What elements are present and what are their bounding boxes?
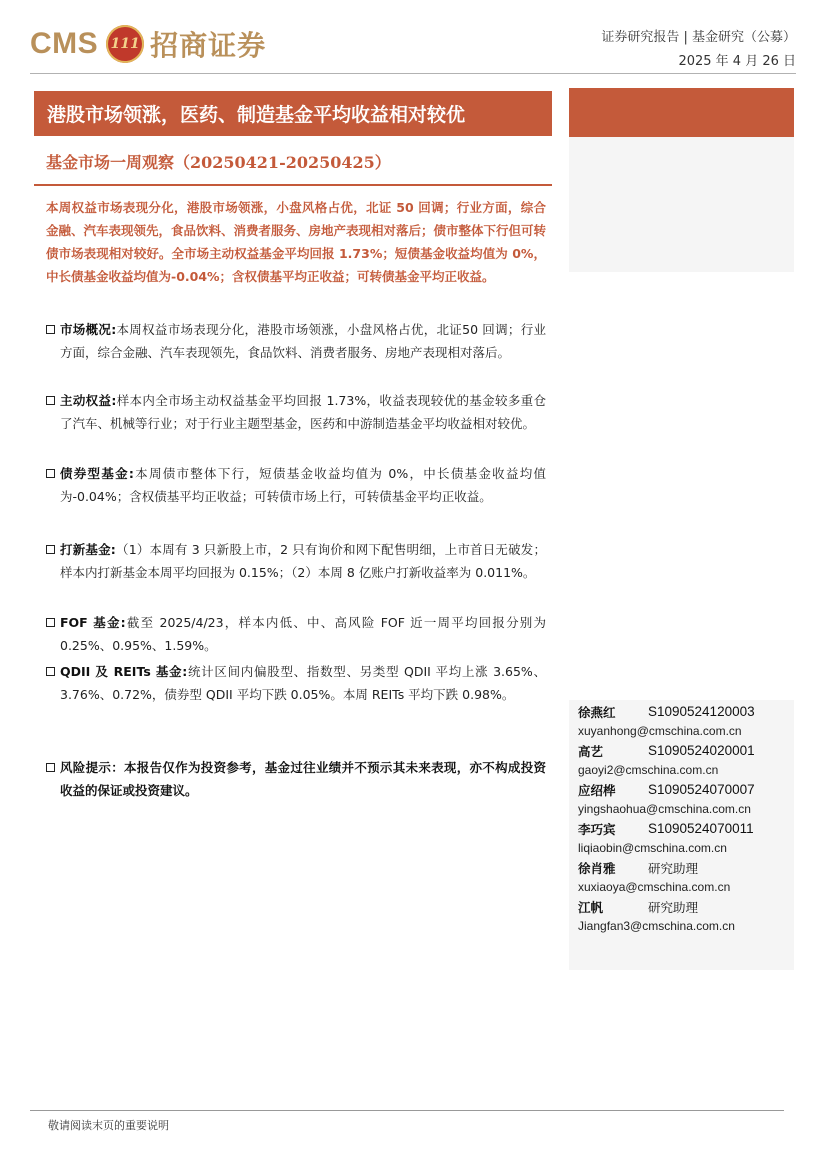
bullet-text: 统计区间内偏股型、指数型、另类型 QDII 平均上涨 3.65%、3.76%、0.72%，债券型 QDII 平均下跌 0.05%。本周 REITs 平均下跌 0.98%。 — [60, 664, 546, 702]
author-row — [578, 819, 788, 839]
bullet-text: 截至 2025/4/23，样本内低、中、高风险 FOF 近一周平均回报分别为 0.25%、0.95%、1.59%。 — [60, 615, 547, 653]
report-subtitle: 基金市场一周观察（20250421-20250425） — [46, 153, 391, 172]
author-email: gaoyi2@cmschina.com.cn — [578, 763, 719, 778]
footer-note: 敬请阅读末页的重要说明 — [48, 1119, 169, 1132]
footer-divider — [30, 1110, 784, 1111]
bullet-bond-funds — [46, 462, 546, 508]
author-email: xuxiaoya@cmschina.com.cn — [578, 880, 731, 895]
bullet-market-overview — [46, 318, 546, 364]
author-email: liqiaobin@cmschina.com.cn — [578, 841, 727, 856]
author-row — [578, 858, 788, 878]
subtitle-divider — [34, 184, 552, 186]
bullet-qdii-reits — [46, 660, 546, 706]
header-divider — [30, 73, 796, 74]
author-role: 研究助理 — [648, 899, 699, 915]
sidebar-accent-bar — [569, 88, 794, 137]
author-name: 徐肖雅 — [578, 860, 616, 876]
checkbox-bullet-icon — [46, 469, 55, 478]
summary-paragraph: 本周权益市场表现分化，港股市场领涨，小盘风格占优，北证 50 回调；行业方面，综合金融、汽车表现领先，食品饮料、消费者服务、房地产表现相对落后；债市整体下行但可转债市场表现相对较好。全市场主动权益基金平均回报 1.73%；短债基金收益均值为 0%，中长债基金收益均值为-0.04%；含权债基平均正收益；可转债基金平均正收益。 — [46, 200, 547, 284]
checkbox-bullet-icon — [46, 396, 55, 405]
logo-text: CMS — [30, 27, 99, 60]
author-id: S1090524070011 — [648, 821, 754, 837]
logo-badge-icon: 111 — [106, 25, 144, 63]
bullet-ipo-funds — [46, 538, 546, 584]
author-email: xuyanhong@cmschina.com.cn — [578, 724, 742, 739]
bullet-label: 主动权益: — [60, 393, 117, 408]
checkbox-bullet-icon — [46, 667, 55, 676]
bullet-text: 本周债市整体下行，短债基金收益均值为 0%，中长债基金收益均值为-0.04%；含权债基平均正收益；可转债市场上行，可转债基金平均正收益。 — [60, 466, 546, 504]
checkbox-bullet-icon — [46, 325, 55, 334]
author-row — [578, 897, 788, 917]
author-name: 徐燕红 — [578, 704, 616, 720]
author-row — [578, 741, 788, 761]
bullet-text: （1）本周有 3 只新股上市，2 只有询价和网下配售明细，上市首日无破发；样本内打新基金本周平均回报为 0.15%；（2）本周 8 亿账户打新收益率为 0.011%。 — [60, 542, 547, 580]
author-name: 高艺 — [578, 743, 604, 759]
bullet-label: QDII 及 REITs 基金: — [60, 664, 188, 679]
bullet-label: 打新基金: — [60, 542, 116, 557]
author-row — [578, 780, 788, 800]
author-id: S1090524070007 — [648, 782, 755, 798]
author-row — [578, 702, 788, 722]
checkbox-bullet-icon — [46, 545, 55, 554]
bullet-label: 市场概况: — [60, 322, 117, 337]
author-role: 研究助理 — [648, 860, 699, 876]
author-list — [578, 702, 788, 936]
risk-warning — [46, 756, 546, 802]
bullet-active-equity — [46, 389, 546, 435]
logo-chinese-name: 招商证券 — [150, 29, 267, 62]
author-name: 李巧宾 — [578, 821, 616, 837]
report-date: 2025 年 4 月 26 日 — [678, 54, 796, 69]
author-email: yingshaohua@cmschina.com.cn — [578, 802, 751, 817]
company-logo — [30, 24, 266, 64]
author-email: Jiangfan3@cmschina.com.cn — [578, 919, 735, 934]
author-id: S1090524120003 — [648, 704, 755, 720]
author-name: 江帆 — [578, 899, 604, 915]
bullet-label: 债券型基金: — [60, 466, 134, 481]
checkbox-bullet-icon — [46, 618, 55, 627]
bullet-fof-funds — [46, 611, 546, 657]
author-name: 应绍桦 — [578, 782, 616, 798]
bullet-label: FOF 基金: — [60, 615, 126, 630]
bullet-text: 样本内全市场主动权益基金平均回报 1.73%，收益表现较优的基金较多重仓了汽车、机械等行业；对于行业主题型基金，医药和中游制造基金平均收益相对较优。 — [60, 393, 547, 431]
author-id: S1090524020001 — [648, 743, 755, 759]
checkbox-bullet-icon — [46, 763, 55, 772]
report-type: 证券研究报告 | 基金研究（公募） — [601, 30, 796, 45]
bullet-text: 本周权益市场表现分化，港股市场领涨，小盘风格占优，北证50 回调；行业方面，综合金融、汽车表现领先，食品饮料、消费者服务、房地产表现相对落后。 — [60, 322, 546, 360]
risk-text: 风险提示：本报告仅作为投资参考，基金过往业绩并不预示其未来表现，亦不构成投资收益的保证或投资建议。 — [60, 760, 546, 798]
report-title: 港股市场领涨，医药、制造基金平均收益相对较优 — [34, 91, 552, 136]
